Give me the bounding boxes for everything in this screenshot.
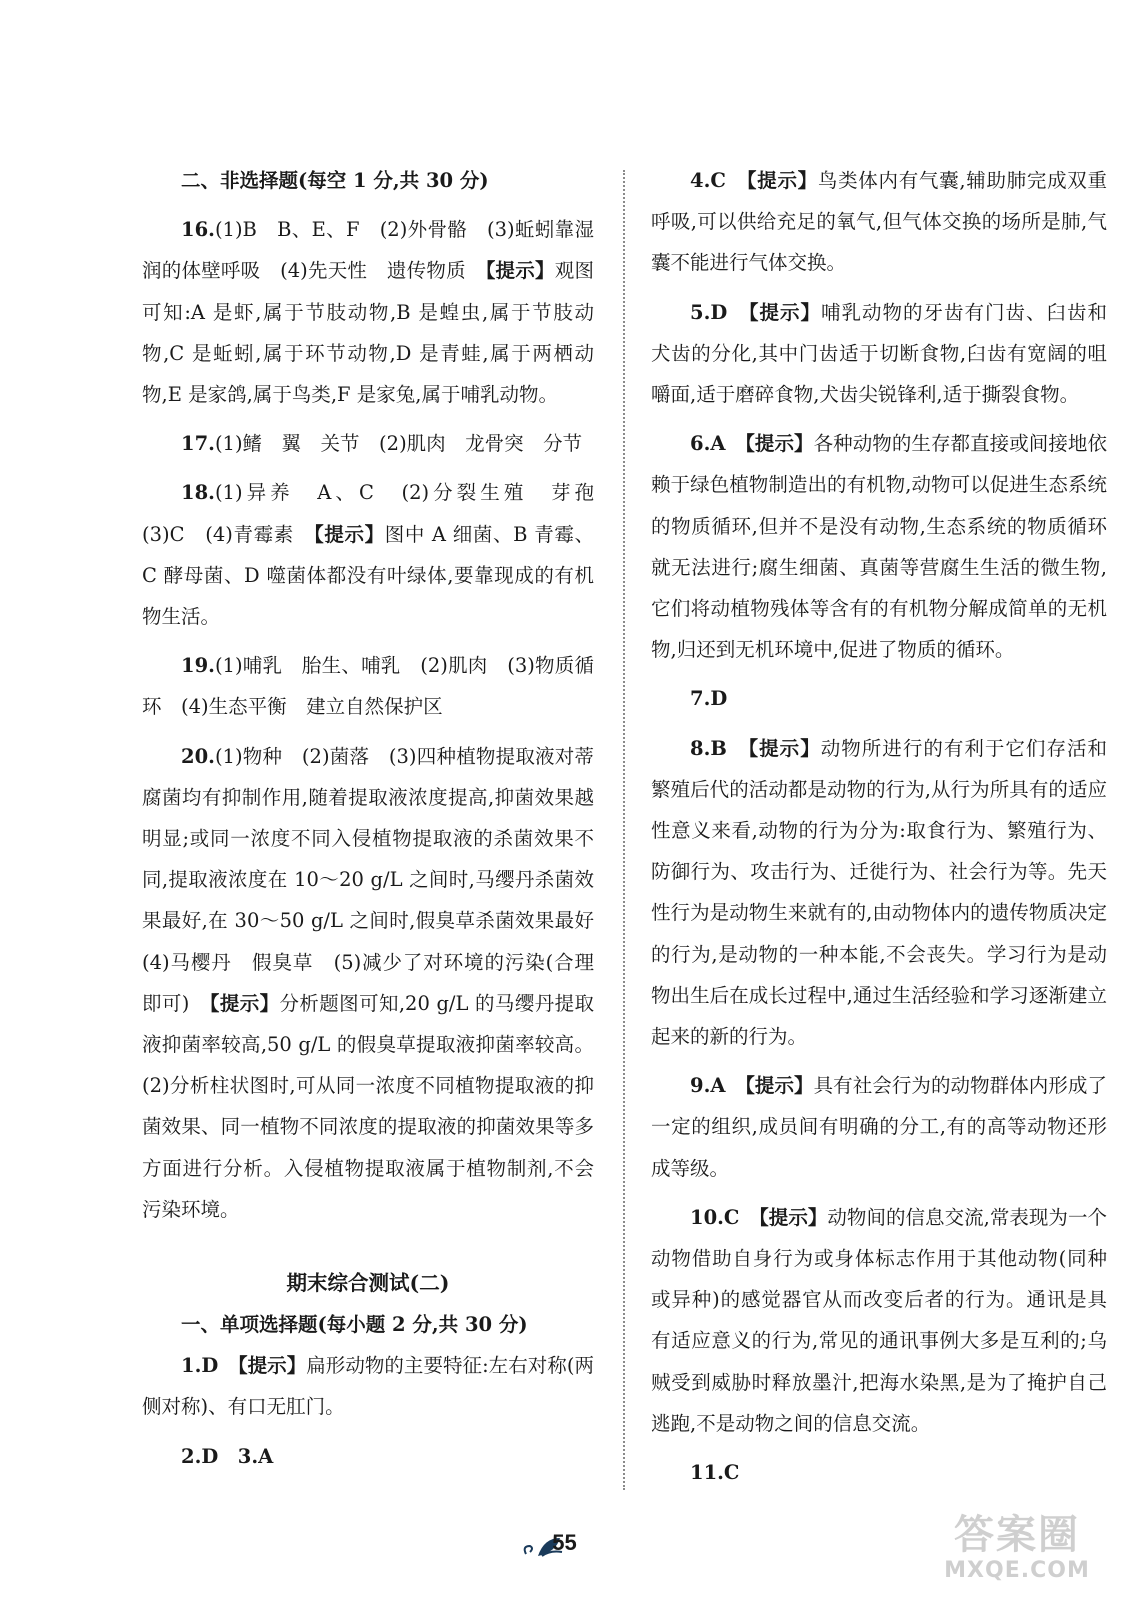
answer-number: 20. [181, 744, 215, 768]
hint-text: 分析题图可知,20 g/L 的马缨丹提取液抑菌率较高,50 g/L 的假臭草提取液抑菌率较高。(2)分析柱状图时,可从同一浓度不同植物提取液的抑菌效果、同一植物不同浓度的提取液的抑菌效果等多方面进行分析。入侵植物提取液属于植物制剂,不会污染环境。 [142, 991, 594, 1221]
answer-text: (1)B B、E、F (2)外骨骼 (3)蚯蚓靠湿润的体壁呼吸 (4)先天性 遗传物质 [142, 218, 594, 283]
hint-text: 鸟类体内有气囊,辅助肺完成双重呼吸,可以供给充足的氧气,但气体交换的场所是肺,气囊不能进行气体交换。 [651, 169, 1107, 275]
hint-label: 【提示】 [314, 522, 385, 546]
section-heading-choice: 一、单项选择题(每小题 2 分,共 30 分) [181, 1313, 528, 1337]
answer-5 [651, 292, 1107, 416]
answer-number: 6.A [690, 432, 746, 456]
answer-number: 9.A [690, 1074, 746, 1098]
answer-number: 10.C [690, 1205, 760, 1229]
hint-text: 动物间的信息交流,常表现为一个动物借助自身行为或身体标志作用于其他动物(同种或异种)的感觉器官从而改变后者的行为。通讯是具有适应意义的行为,常见的通讯事例大多是互利的;乌贼受到威胁时释放墨汁,把海水染黑,是为了掩护自己逃跑,不是动物之间的信息交流。 [651, 1205, 1107, 1435]
answer-number: 1.D [181, 1354, 238, 1378]
hint-label: 【提示】 [485, 259, 555, 283]
answer-8 [651, 728, 1107, 1058]
exam-title: 期末综合测试(二) [286, 1271, 450, 1296]
left-column [142, 160, 614, 1477]
answer-number: 18. [181, 481, 215, 505]
hint-label: 【提示】 [748, 300, 822, 324]
answer-19 [142, 645, 594, 727]
hint-label: 【提示】 [746, 169, 818, 192]
hint-text: 各种动物的生存都直接或间接地依赖于绿色植物制造出的有机物,动物可以促进生态系统的物质循环,但并不是没有动物,生态系统的物质循环就无法进行;腐生细菌、真菌等营腐生生活的微生物,它们将动植物残体等含有的有机物分解成简单的无机物,归还到无机环境中,促进了物质的循环。 [651, 432, 1107, 662]
answer-10 [651, 1197, 1107, 1444]
hint-label: 【提示】 [237, 1354, 307, 1378]
answer-number: 17. [181, 432, 215, 456]
answer-number: 8.B [690, 736, 749, 760]
answer-text: (1)鳍 翼 关节 (2)肌肉 龙骨突 分节 [214, 432, 583, 456]
hint-label: 【提示】 [748, 736, 821, 760]
hint-text: 图中 A 细菌、B 青霉、C 酵母菌、D 噬菌体都没有叶绿体,要靠现成的有机物生活。 [142, 522, 594, 629]
answer-2-3: 2.D 3.A [181, 1444, 274, 1468]
answer-number: 5.D [690, 300, 749, 324]
hint-label: 【提示】 [745, 1074, 814, 1098]
column-divider [623, 170, 625, 1490]
hint-text: 具有社会行为的动物群体内形成了一定的组织,成员间有明确的分工,有的高等动物还形成等级。 [651, 1074, 1107, 1180]
hint-label: 【提示】 [745, 432, 814, 456]
answer-4 [651, 160, 1107, 284]
answer-7: 7.D [690, 687, 728, 711]
answer-17 [142, 423, 594, 464]
answer-text: (1)物种 (2)菌落 (3)四种植物提取液对蒂腐菌均有抑制作用,随着提取液浓度提高,抑菌效果越明显;或同一浓度不同入侵植物提取液的杀菌效果不同,提取液浓度在 10～20 g/L 之间时,马缨丹杀菌效果最好,在 30～50 g/L 之间时,假臭草杀菌效果最好 (4)马樱丹 假臭草 (5)减少了对环境的污染(合理即可) [142, 744, 614, 1015]
page-number: 55 [552, 1530, 577, 1555]
answer-6 [651, 423, 1107, 670]
watermark-title: 答案圈 [954, 1512, 1080, 1558]
answer-16 [142, 209, 594, 415]
answer-text: (1)异养 A、C (2)分裂生殖 芽孢 (3)C (4)青霉素 [142, 481, 614, 546]
section-heading-nonchoice: 二、非选择题(每空 1 分,共 30 分) [181, 169, 489, 192]
answer-20 [142, 736, 614, 1230]
answer-18 [142, 472, 614, 637]
answer-number: 16. [181, 218, 215, 242]
watermark [927, 1512, 1107, 1592]
answer-9 [651, 1065, 1107, 1189]
answer-1 [142, 1345, 594, 1427]
watermark-url: MXQE.COM [944, 1558, 1090, 1583]
right-column [651, 160, 1107, 1493]
hint-text: 扁形动物的主要特征:左右对称(两侧对称)、有口无肛门。 [142, 1354, 594, 1419]
answer-11: 11.C [690, 1461, 740, 1485]
hint-label: 【提示】 [209, 991, 280, 1015]
answer-number: 4.C [690, 169, 747, 192]
hint-text: 动物所进行的有利于它们存活和繁殖后代的活动都是动物的行为,从行为所具有的适应性意义来看,动物的行为分为:取食行为、繁殖行为、防御行为、攻击行为、迁徙行为、社会行为等。先天性行为是动物生来就有的,由动物体内的遗传物质决定的行为,是动物的一种本能,不会丧失。学习行为是动物出生后在成长过程中,通过生活经验和学习逐渐建立起来的新的行为。 [651, 736, 1107, 1049]
hint-text: 观图可知:A 是虾,属于节肢动物,B 是蝗虫,属于节肢动物,C 是蚯蚓,属于环节动物,D 是青蛙,属于两栖动物,E 是家鸽,属于鸟类,F 是家兔,属于哺乳动物。 [142, 259, 594, 407]
hint-text: 哺乳动物的牙齿有门齿、臼齿和犬齿的分化,其中门齿适于切断食物,臼齿有宽阔的咀嚼面,适于磨碎食物,犬齿尖锐锋利,适于撕裂食物。 [651, 300, 1107, 407]
answer-text: (1)哺乳 胎生、哺乳 (2)肌肉 (3)物质循环 (4)生态平衡 建立自然保护区 [142, 654, 594, 719]
hint-label: 【提示】 [759, 1205, 828, 1229]
answer-number: 19. [181, 654, 215, 678]
